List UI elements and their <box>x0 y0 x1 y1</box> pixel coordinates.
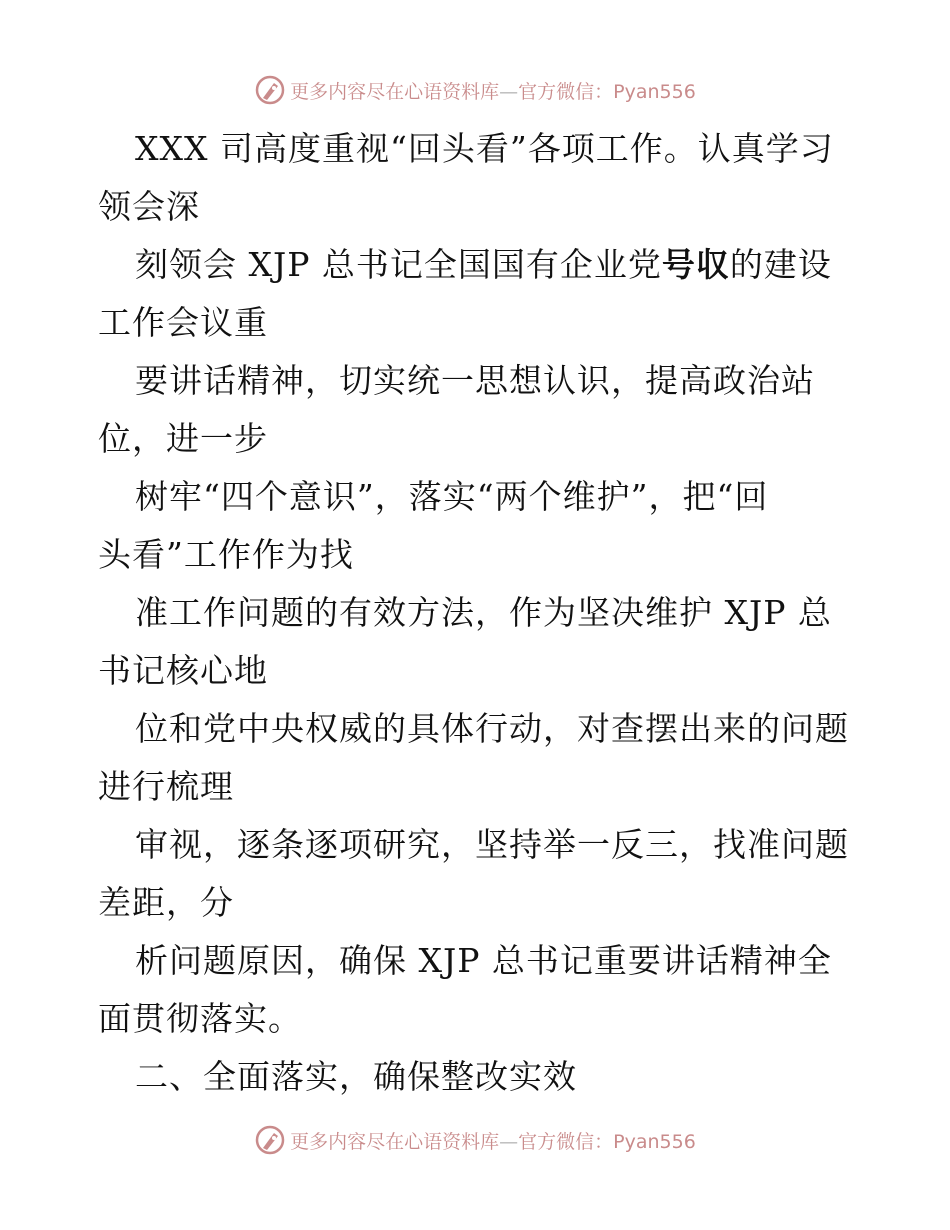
line-text: 刻领会 XJP 总书记全国国有企业党 <box>135 245 662 284</box>
paragraph-line: 审视，逐条逐项研究，坚持举一反三，找准问题 <box>135 825 849 864</box>
pen-nib-seal-icon <box>254 1124 286 1156</box>
watermark-brand: 更多内容尽在心语资料库 <box>290 80 500 103</box>
paragraph-line: 差距，分 <box>98 883 234 922</box>
watermark-separator: — <box>499 80 519 103</box>
paragraph-line: 树牢“四个意识”，落实“两个维护”，把“回 <box>135 477 769 516</box>
paragraph-line: 位和党中央权威的具体行动，对查摆出来的问题 <box>135 709 849 748</box>
bold-fragment: 号収 <box>661 245 730 284</box>
paragraph-line: XXX 司高度重视“回头看”各项工作。认真学习 <box>135 129 834 168</box>
watermark-contact: 官方微信：Pyan556 <box>518 80 696 103</box>
paragraph-line: 析问题原因，确保 XJP 总书记重要讲话精神全 <box>135 941 832 980</box>
line-text: 的建设 <box>729 245 832 284</box>
pen-nib-seal-icon <box>254 74 286 106</box>
header-watermark <box>0 70 950 110</box>
paragraph-line: 位，进一步 <box>98 419 268 458</box>
paragraph-line: 面贯彻落实。 <box>98 999 302 1038</box>
watermark-brand: 更多内容尽在心语资料库 <box>290 1130 500 1153</box>
watermark-text <box>290 77 696 104</box>
section-heading: 二、全面落实，确保整改实效 <box>135 1057 577 1096</box>
paragraph-line: 领会深 <box>98 187 200 226</box>
document-body <box>98 120 858 1106</box>
watermark-separator: — <box>499 1130 519 1153</box>
paragraph-line: 工作会议重 <box>98 303 268 342</box>
paragraph-line <box>98 236 858 294</box>
footer-watermark <box>0 1120 950 1160</box>
paragraph-line: 准工作问题的有效方法，作为坚决维护 XJP 总 <box>135 593 832 632</box>
paragraph-line: 要讲话精神，切实统一思想认识，提高政治站 <box>135 361 815 400</box>
paragraph-line: 书记核心地 <box>98 651 268 690</box>
watermark-text <box>290 1127 696 1154</box>
watermark-contact: 官方微信：Pyan556 <box>518 1130 696 1153</box>
paragraph-line: 头看”工作作为找 <box>98 535 354 574</box>
paragraph-line: 进行梳理 <box>98 767 234 806</box>
